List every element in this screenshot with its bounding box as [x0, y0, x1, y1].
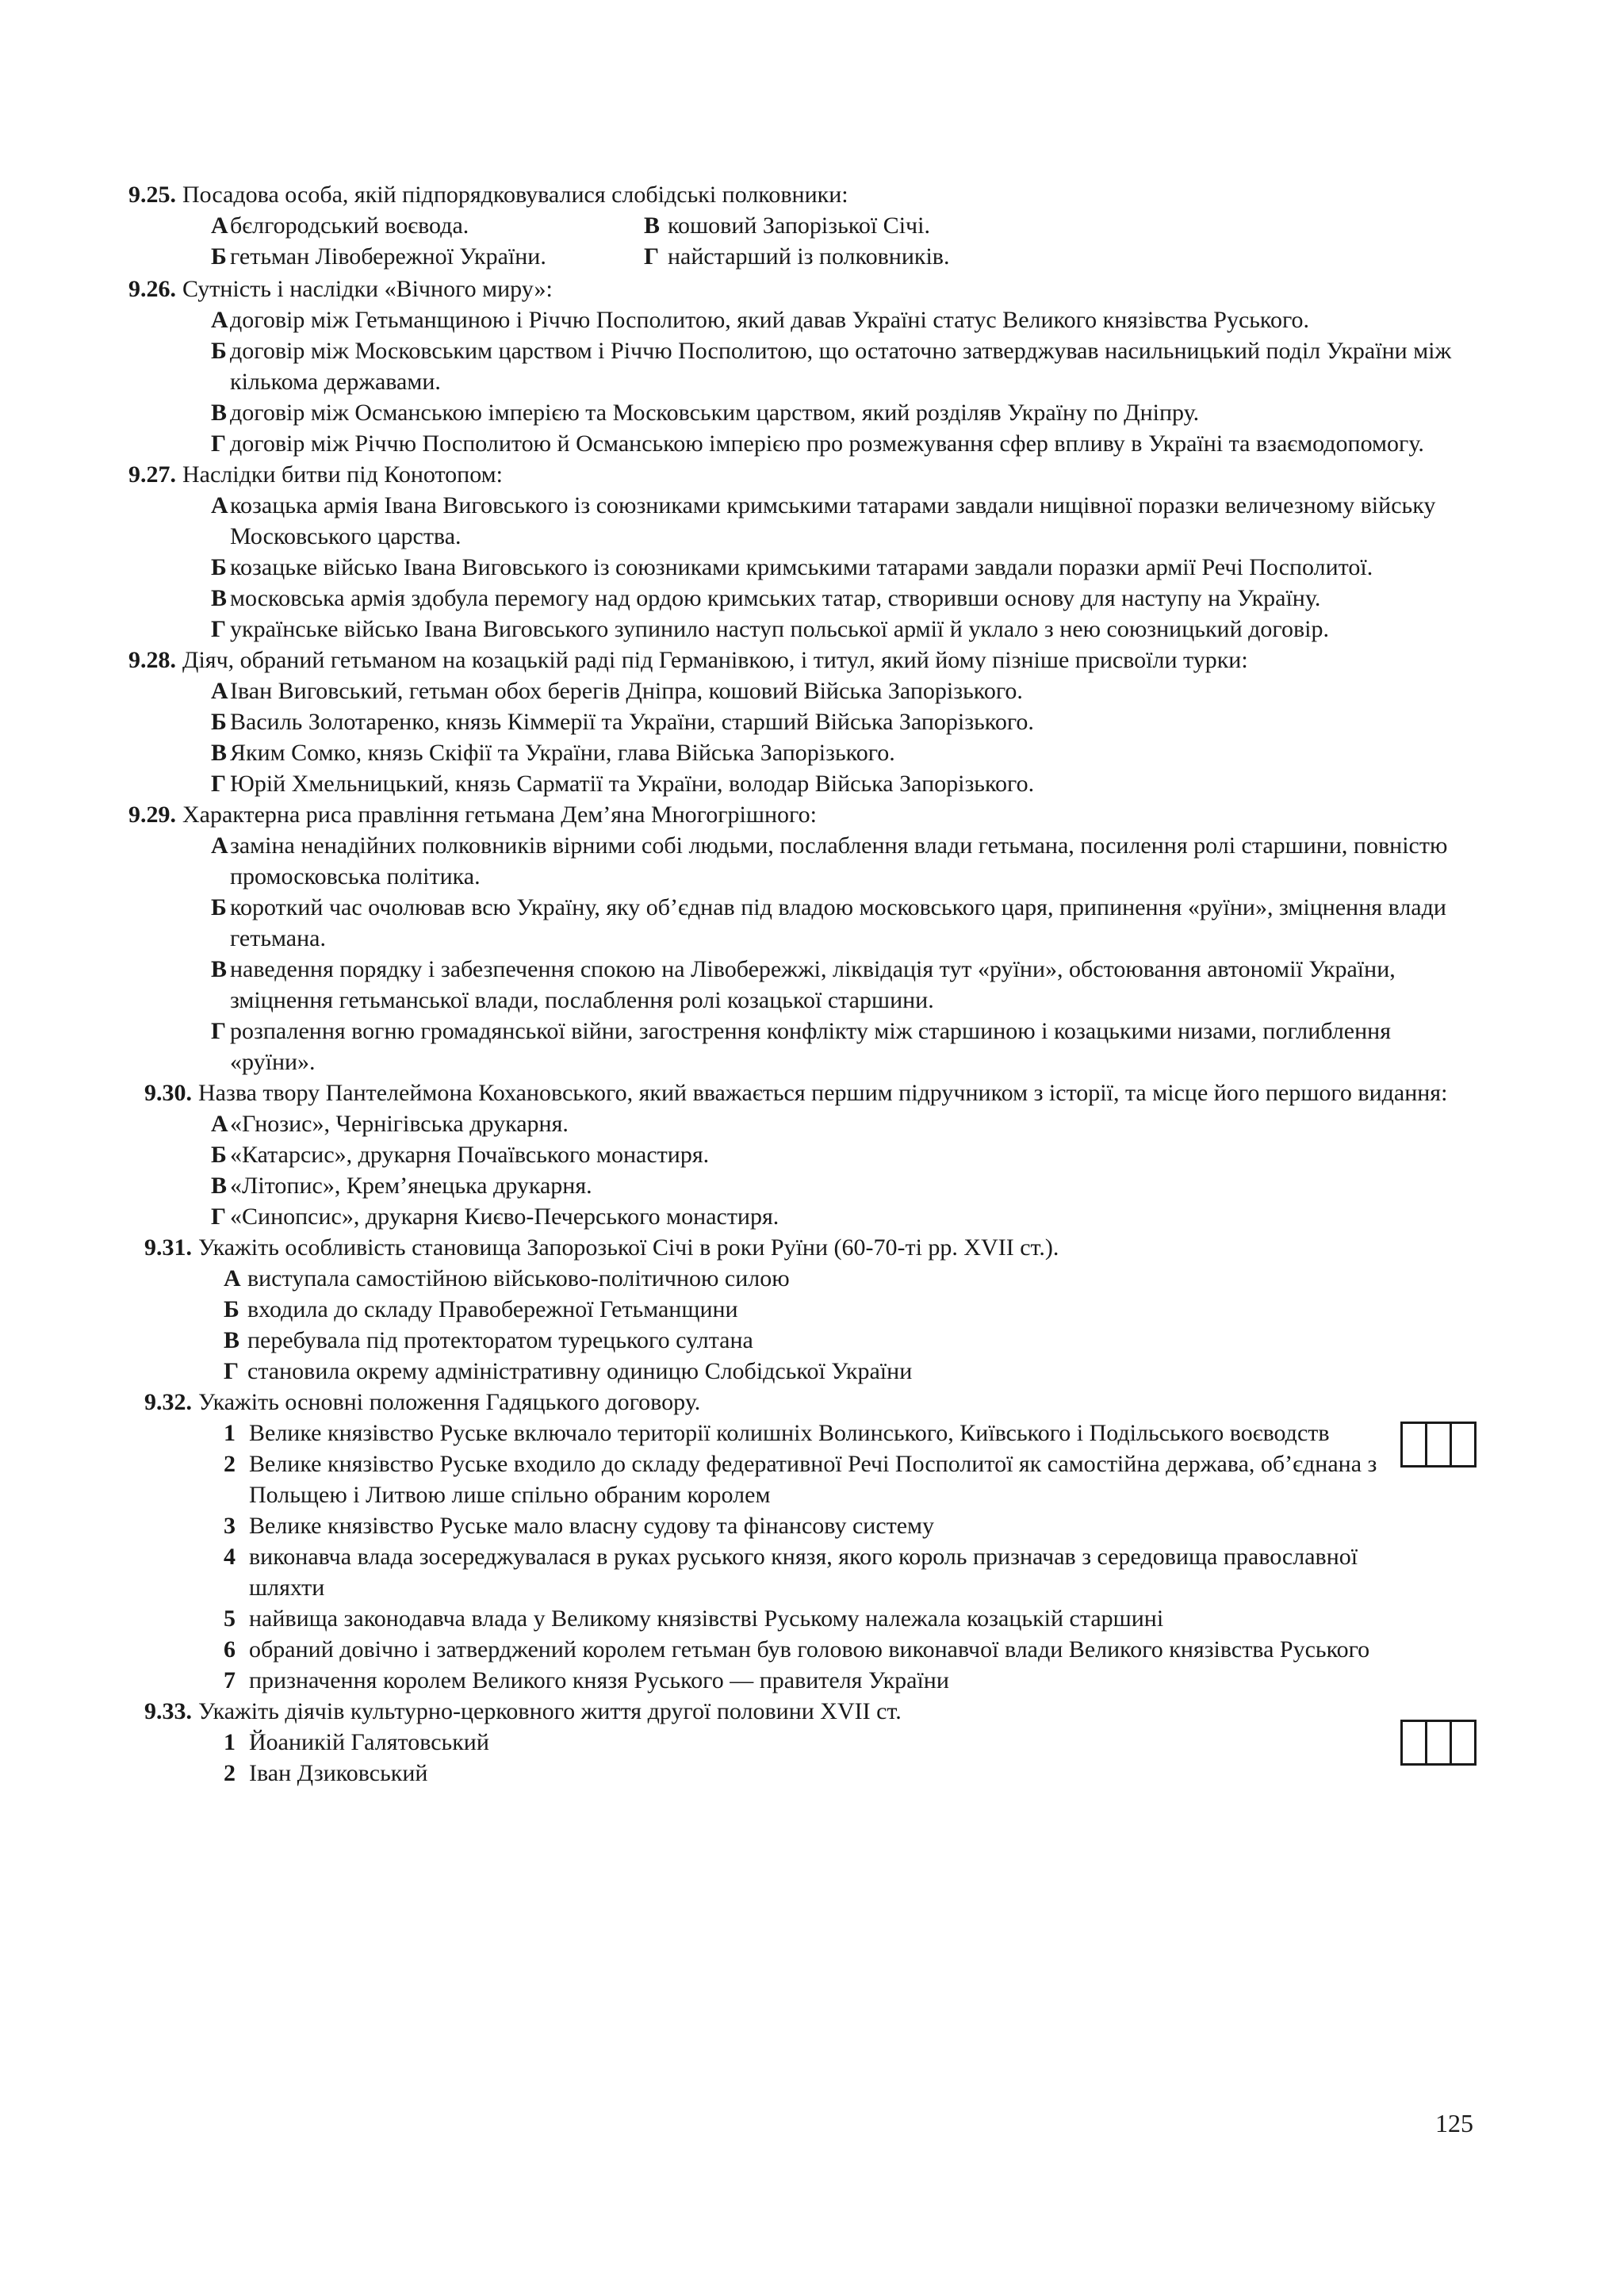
question-number: 9.31.: [144, 1234, 192, 1261]
option-g: [128, 1201, 1477, 1232]
option-v: [128, 397, 1477, 428]
item-text: призначення королем Великого князя Руського — правителя України: [249, 1667, 949, 1693]
item-number: 1: [224, 1729, 236, 1755]
list-item-7: [128, 1665, 1477, 1696]
option-text: Василь Золотаренко, князь Кіммерії та України, старший Війська Запорізького.: [230, 709, 1034, 735]
option-letter: В: [644, 212, 661, 239]
option-letter: Б: [211, 709, 227, 735]
option-b: [128, 335, 1477, 397]
option-text: козацьке військо Івана Виговського із союзниками кримськими татарами завдали поразки армії Речі Посполитої.: [230, 554, 1373, 580]
option-text: наведення порядку і забезпечення спокою на Лівобережжі, ліквідація тут «руїни», обстоювання автономії України, зміцнення гетьманської влади, послаблення ролі козацької старшини.: [230, 956, 1396, 1013]
option-text: бєлгородський воєвода.: [230, 212, 469, 239]
option-text: Іван Виговський, гетьман обох берегів Дніпра, кошовий Війська Запорізького.: [230, 678, 1023, 704]
item-text: Велике князівство Руське включало території колишніх Волинського, Київського і Подільського воєводств: [249, 1420, 1330, 1446]
option-b: [128, 1294, 1477, 1325]
item-text: Велике князівство Руське мало власну судову та фінансову систему: [249, 1513, 935, 1539]
option-b: [128, 552, 1477, 583]
item-number: 6: [224, 1636, 236, 1663]
option-g: [128, 614, 1477, 645]
option-text: договір між Річчю Посполитою й Османською імперією про розмежування сфер впливу в Україні та взаємодопомогу.: [230, 430, 1424, 457]
option-letter: В: [211, 400, 228, 426]
option-letter: В: [224, 1327, 240, 1353]
question-stem: [128, 645, 1477, 675]
question-stem: [128, 274, 1477, 304]
option-letter: Б: [211, 1142, 227, 1168]
option-text: козацька армія Івана Виговського із союзниками кримськими татарами завдали нищівної поразки величезному війську Московського царства.: [230, 492, 1436, 549]
question-stem: [128, 179, 1477, 210]
question-9-26: [128, 274, 1477, 459]
question-stem: [128, 1077, 1477, 1108]
option-letter: В: [211, 585, 228, 611]
option-text: «Гнозис», Чернігівська друкарня.: [230, 1111, 569, 1137]
question-text: Укажіть особливість становища Запорозької Січі в роки Руїни (60-70-ті рр. XVII ст.).: [198, 1234, 1059, 1261]
option-a: [128, 490, 1477, 552]
question-number: 9.32.: [144, 1389, 192, 1415]
list-item-2: [128, 1448, 1477, 1510]
item-number: 1: [224, 1420, 236, 1446]
question-stem: [128, 1232, 1477, 1263]
option-v: [128, 1325, 1477, 1356]
option-g: [128, 1356, 1477, 1387]
option-text: виступала самостійною військово-політичною силою: [247, 1265, 790, 1292]
question-stem: [128, 459, 1477, 490]
question-text: Характерна риса правління гетьмана Дем’яна Многогрішного:: [182, 802, 817, 828]
item-number: 2: [224, 1451, 236, 1477]
option-b: [128, 706, 1477, 737]
option-letter: Б: [211, 243, 227, 270]
question-9-32: [128, 1387, 1477, 1696]
item-number: 3: [224, 1513, 236, 1539]
option-text: розпалення вогню громадянської війни, загострення конфлікту між старшиною і козацькими низами, поглиблення «руїни».: [230, 1018, 1392, 1075]
question-text: Посадова особа, якій підпорядковувалися слобідські полковники:: [182, 182, 848, 208]
list-item-6: [128, 1634, 1477, 1665]
item-text: обраний довічно і затверджений королем гетьман був головою виконавчої влади Великого князівства Руського: [249, 1636, 1370, 1663]
question-stem: [128, 799, 1477, 830]
option-text: договір між Гетьманщиною і Річчю Посполитою, який давав Україні статус Великого князівства Руського.: [230, 307, 1310, 333]
option-g: [128, 1016, 1477, 1077]
questions-block: [128, 179, 1477, 1789]
list-item-5: [128, 1603, 1477, 1634]
option-letter: Б: [224, 1296, 239, 1322]
option-letter: Г: [211, 771, 227, 797]
option-text: московська армія здобула перемогу над ордою кримських татар, створивши основу для наступу на Україну.: [230, 585, 1321, 611]
option-a: [128, 304, 1477, 335]
option-text: «Літопис», Крем’янецька друкарня.: [230, 1173, 592, 1199]
option-a: [128, 1263, 1477, 1294]
option-letter: Г: [211, 1203, 227, 1230]
option-v: [128, 1170, 1477, 1201]
option-text: найстарший із полковників.: [668, 243, 950, 270]
option-g: [644, 241, 1199, 272]
option-letter: Г: [211, 430, 227, 457]
question-9-31: [128, 1232, 1477, 1387]
question-9-30: [128, 1077, 1477, 1232]
option-a: [128, 830, 1477, 892]
option-letter: В: [211, 1173, 228, 1199]
item-number: 5: [224, 1605, 236, 1632]
option-letter: А: [224, 1265, 241, 1292]
item-text: Велике князівство Руське входило до складу федеративної Речі Посполитої як самостійна держава, об’єднана з Польщею і Литвою лише спільно обраним королем: [249, 1451, 1377, 1508]
question-number: 9.28.: [128, 647, 176, 673]
list-item-3: [128, 1510, 1477, 1541]
option-text: короткий час очолював всю Україну, яку об’єднав під владою московського царя, припинення «руїни», зміцнення влади гетьмана.: [230, 894, 1446, 951]
option-a: [128, 210, 644, 241]
question-stem: [128, 1696, 1477, 1727]
option-text: перебувала під протекторатом турецького султана: [247, 1327, 753, 1353]
option-text: «Катарсис», друкарня Почаївського монастиря.: [230, 1142, 710, 1168]
option-a: [128, 1108, 1477, 1139]
option-b: [128, 892, 1477, 954]
option-letter: Г: [211, 1018, 227, 1044]
option-letter: Г: [224, 1358, 239, 1384]
option-g: [128, 428, 1477, 459]
question-9-33: [128, 1696, 1477, 1789]
option-text: кошовий Запорізької Січі.: [668, 212, 930, 239]
question-number: 9.29.: [128, 802, 176, 828]
option-letter: В: [211, 740, 228, 766]
question-text: Назва твору Пантелеймона Кохановського, який вважається першим підручником з історії, та місце його першого видання:: [198, 1080, 1448, 1106]
options-grid: [128, 210, 1477, 272]
option-v: [128, 954, 1477, 1016]
question-stem: [128, 1387, 1477, 1418]
question-number: 9.33.: [144, 1698, 192, 1724]
option-letter: Б: [211, 554, 227, 580]
option-letter: А: [211, 832, 228, 859]
option-text: «Синопсис», друкарня Києво-Печерського монастиря.: [230, 1203, 779, 1230]
option-letter: А: [211, 678, 228, 704]
option-letter: Б: [211, 894, 227, 920]
item-text: Іван Дзиковський: [249, 1760, 428, 1786]
option-letter: А: [211, 1111, 228, 1137]
option-letter: А: [211, 307, 228, 333]
option-text: становила окрему адміністративну одиницю Слобідської України: [247, 1358, 913, 1384]
option-text: Юрій Хмельницький, князь Сарматії та України, володар Війська Запорізького.: [230, 771, 1035, 797]
item-number: 7: [224, 1667, 236, 1693]
question-text: Сутність і наслідки «Вічного миру»:: [182, 276, 553, 302]
option-a: [128, 675, 1477, 706]
option-v: [644, 210, 1199, 241]
option-text: українське військо Івана Виговського зупинило наступ польської армії й уклало з нею союзницький договір.: [230, 616, 1329, 642]
option-b: [128, 241, 644, 272]
option-text: гетьман Лівобережної України.: [230, 243, 546, 270]
question-9-27: [128, 459, 1477, 645]
list-item-2: [128, 1758, 1477, 1789]
option-letter: Б: [211, 338, 227, 364]
option-text: договір між Московським царством і Річчю Посполитою, що остаточно затверджував насильницький поділ України між кількома державами.: [230, 338, 1452, 395]
option-b: [128, 1139, 1477, 1170]
question-9-25: [128, 179, 1477, 272]
page-number: 125: [1435, 2109, 1473, 2137]
option-text: Яким Сомко, князь Скіфії та України, глава Війська Запорізького.: [230, 740, 895, 766]
question-number: 9.25.: [128, 182, 176, 208]
item-text: Йоаникій Галятовський: [249, 1729, 489, 1755]
list-item-4: [128, 1541, 1477, 1603]
option-v: [128, 583, 1477, 614]
list-item-1: [128, 1727, 1477, 1758]
item-number: 2: [224, 1760, 236, 1786]
item-number: 4: [224, 1544, 236, 1570]
option-letter: В: [211, 956, 228, 982]
list-item-1: [128, 1418, 1477, 1448]
option-g: [128, 768, 1477, 799]
question-text: Наслідки битви під Конотопом:: [182, 461, 503, 488]
option-letter: Г: [211, 616, 227, 642]
item-text: найвища законодавча влада у Великому князівстві Руському належала козацькій старшині: [249, 1605, 1164, 1632]
option-letter: А: [211, 492, 228, 519]
option-text: входила до складу Правобережної Гетьманщини: [247, 1296, 738, 1322]
option-letter: Г: [644, 243, 660, 270]
option-letter: А: [211, 212, 228, 239]
question-text: Укажіть основні положення Гадяцького договору.: [198, 1389, 701, 1415]
question-9-28: [128, 645, 1477, 799]
option-text: договір між Османською імперією та Московським царством, який розділяв Україну по Дніпру.: [230, 400, 1200, 426]
item-text: виконавча влада зосереджувалася в руках руського князя, якого король призначав з середовища православної шляхти: [249, 1544, 1358, 1601]
question-number: 9.26.: [128, 276, 176, 302]
option-v: [128, 737, 1477, 768]
option-text: заміна ненадійних полковників вірними собі людьми, послаблення влади гетьмана, посилення ролі старшини, повністю промосковська політика.: [230, 832, 1448, 890]
question-text: Діяч, обраний гетьманом на козацькій раді під Германівкою, і титул, який йому пізніше присвоїли турки:: [182, 647, 1248, 673]
question-text: Укажіть діячів культурно-церковного життя другої половини XVII ст.: [198, 1698, 902, 1724]
question-9-29: [128, 799, 1477, 1077]
question-number: 9.30.: [144, 1080, 192, 1106]
question-number: 9.27.: [128, 461, 176, 488]
